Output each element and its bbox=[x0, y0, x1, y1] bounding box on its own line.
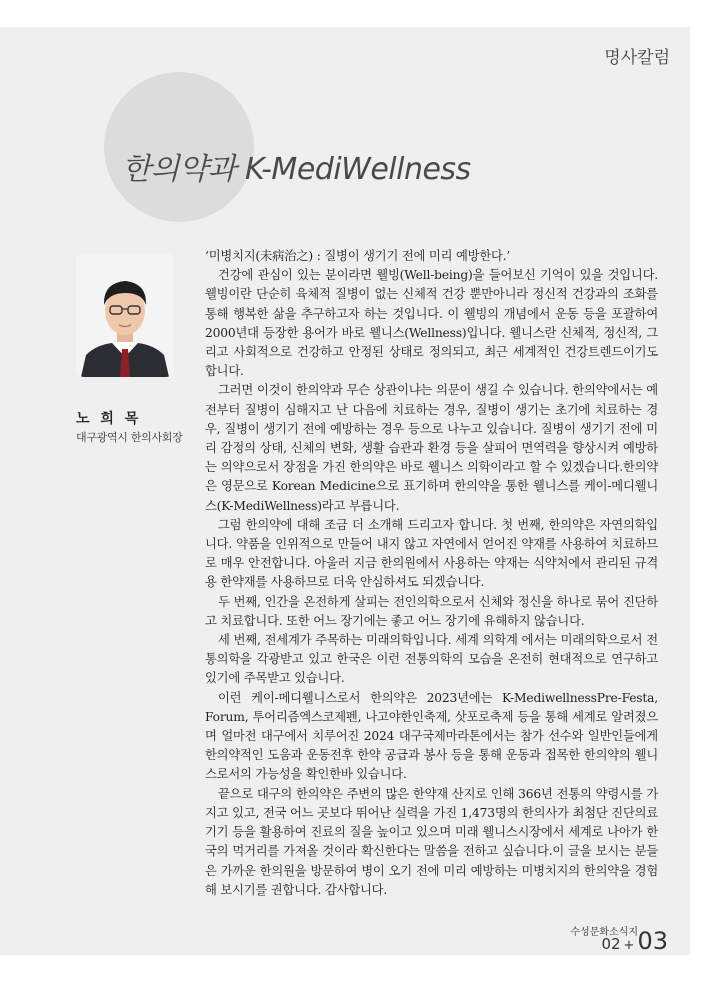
article-paragraph: 이런 케이-메디웰니스로서 한의약은 2023년에는 K-MediwellnessPre-Festa, Forum, 투어리즘엑스코제펜, 나고야한인축제, 삿포로축제 등을 통해 세계로 알려졌으며 얼마전 대구에서 치루어진 2024 대구국제마라톤에서는 참가 선수와 일반인들에게 한의약적인 도움과 운동전후 한약 공급과 봉사 등을 통해 운동과 접목한 한의약의 웰니스로서의 가능성을 확인한바 있습니다. bbox=[205, 690, 658, 782]
page-separator: + bbox=[623, 938, 635, 953]
article-title: 한의약과 K-MediWellness bbox=[122, 152, 471, 187]
article-paragraph: 세 번째, 전세계가 주목하는 미래의학입니다. 세계 의학계 에서는 미래의학으로서 전통의학을 각광받고 있고 한국은 이런 전통의학의 모습을 온전히 현대적으로 연구하고 있기에 주목받고 있습니다. bbox=[205, 633, 658, 686]
author-portrait-icon bbox=[76, 253, 174, 377]
magazine-name: 수성문화소식지 bbox=[570, 927, 638, 938]
section-label: 명사칼럼 bbox=[604, 48, 670, 68]
article-paragraph: 끝으로 대구의 한의약은 주변의 많은 한약재 산지로 인해 366년 전통의 약령시를 가지고 있고, 전국 어느 곳보다 뛰어난 실력을 가진 1,473명의 한의사가 최첨단 진단의료기기 등을 활용하여 진료의 질을 높이고 있으며 미래 웰니스시장에서 세계로 나아가 한국의 먹거리를 가져올 것이라 확신한다는 말씀을 전하고 싶습니다.이 글을 보시는 분들은 가까운 한의원을 방문하여 병이 오기 전에 미리 예방하는 미병치지의 한의약을 경험해 보시기를 권합니다. 감사합니다. bbox=[205, 786, 658, 897]
author-name: 노 희 목 bbox=[76, 411, 142, 427]
page-numbers bbox=[601, 927, 668, 955]
author-affiliation: 대구광역시 한의사회장 bbox=[76, 431, 183, 444]
page-number-right: 03 bbox=[637, 927, 668, 955]
page-number-left: 02 bbox=[601, 935, 621, 953]
article-body bbox=[205, 247, 658, 900]
article-paragraph: 두 번째, 인간을 온전하게 살피는 전인의학으로서 신체와 정신을 하나로 묶어 진단하고 치료합니다. 또한 어느 장기에는 좋고 어느 장기에 유해하지 않습니다. bbox=[205, 594, 658, 628]
article-page bbox=[0, 27, 690, 955]
author-photo bbox=[76, 253, 174, 377]
article-quote: ‘미병치지(未病治之) : 질병이 생기기 전에 미리 예방한다.’ bbox=[205, 249, 511, 263]
article-paragraph: 그럼 한의약에 대해 조금 더 소개해 드리고자 합니다. 첫 번째, 한의약은 자연의학입니다. 약품을 인위적으로 만들어 내지 않고 자연에서 얻어진 약재를 사용하여 치료하므로 매우 안전합니다. 아울러 지금 한의원에서 사용하는 약재는 식약처에서 관리된 규격용 한약재를 사용하므로 더욱 안심하셔도 되겠습니다. bbox=[205, 517, 658, 590]
article-paragraph: 건강에 관심이 있는 분이라면 웰빙(Well-being)을 들어보신 기억이 있을 것입니다. 웰빙이란 단순히 육체적 질병이 없는 신체적 건강 뿐만아니라 정신적 건강과의 조화를 통해 행복한 삶을 추구하고자 하는 것입니다. 이 웰빙의 개념에서 운동 등을 포괄하여 2000년대 등장한 용어가 바로 웰니스(Wellness)입니다. 웰니스란 신체적, 정신적, 그리고 사회적으로 건강하고 안정된 상태로 정의되고, 최근 세계적인 건강트렌드이기도 합니다. bbox=[205, 268, 658, 379]
article-paragraph: 그러면 이것이 한의약과 무슨 상관이냐는 의문이 생길 수 있습니다. 한의약에서는 예전부터 질병이 심해지고 난 다음에 치료하는 경우, 질병이 생기는 초기에 치료하는 경우, 질병이 생기기 전에 예방하는 경우 등으로 나누고 있습니다. 질병이 생기기 전에 미리 감정의 상태, 신체의 변화, 생활 습관과 환경 등을 살피어 면역력을 향상시켜 예방하는 의약으로서 장점을 가진 한의약은 바로 웰니스 의학이라고 할 수 있겠습니다.한의약은 영문으로 Korean Medicine으로 표기하며 한의약을 통한 웰니스를 케이-메디웰니스(K-MediWellness)라고 부릅니다. bbox=[205, 383, 658, 513]
